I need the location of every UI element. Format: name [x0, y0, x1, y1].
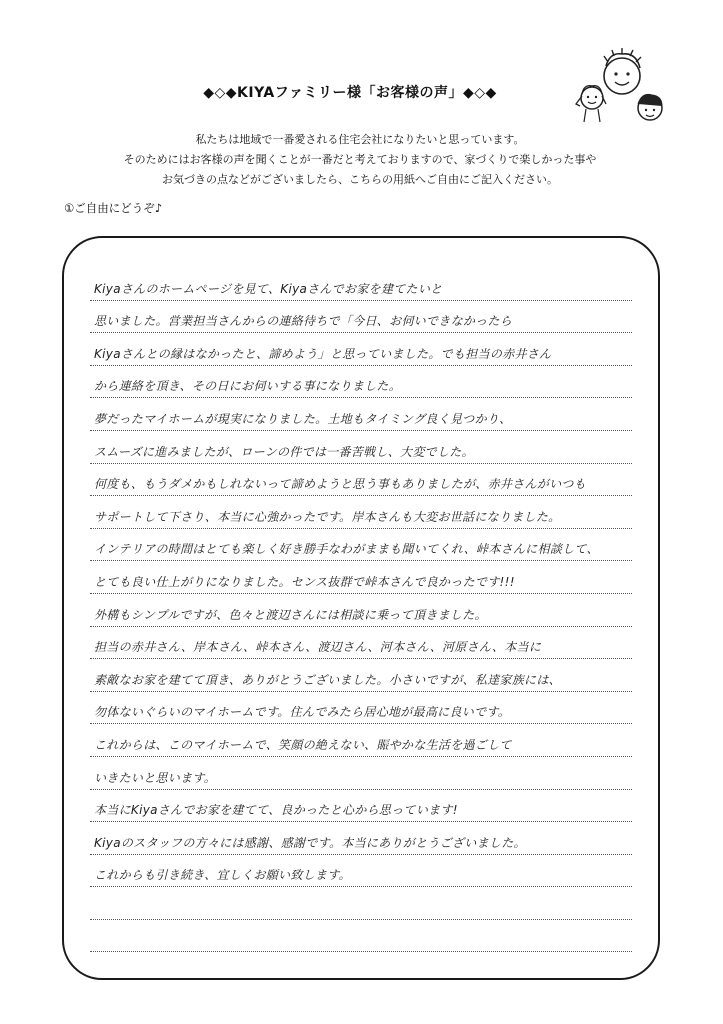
ruled-line: [90, 301, 632, 334]
ruled-line: [90, 920, 632, 953]
ruled-line: [90, 887, 632, 920]
ruled-line: [90, 431, 632, 464]
handwritten-line: いきたいと思います。: [94, 770, 217, 785]
ruled-line: [90, 333, 632, 366]
form-title: ◆◇◆KIYAファミリー様「お客様の声」◆◇◆: [203, 85, 497, 101]
handwritten-line: 本当にKiyaさんでお家を建てて、良かったと心から思っています!: [94, 803, 458, 818]
handwritten-line: から連絡を頂き、その日にお伺いする事になりました。: [94, 379, 402, 394]
handwritten-line: インテリアの時間はとても楽しく好き勝手なわがままも聞いてくれ、峠本さんに相談して、: [94, 542, 599, 557]
handwritten-line: 素敵なお家を建てて頂き、ありがとうございました。小さいですが、私達家族には、: [94, 672, 561, 687]
ruled-line: [90, 529, 632, 562]
ruled-line: [90, 692, 632, 725]
ruled-line: [90, 724, 632, 757]
ruled-line: [90, 561, 632, 594]
intro-text: [80, 130, 640, 190]
ruled-line: [90, 496, 632, 529]
handwritten-line: 思いました。営業担当さんからの連絡待ちで「今日、お伺いできなかったら: [94, 314, 513, 329]
handwritten-line: 何度も、もうダメかもしれないって諦めようと思う事もありましたが、赤井さんがいつも: [94, 477, 587, 492]
ruled-line: [90, 594, 632, 627]
ruled-line: [90, 627, 632, 660]
handwritten-line: サポートして下さり、本当に心強かったです。岸本さんも大変お世話になりました。: [94, 509, 561, 524]
ruled-line: [90, 268, 632, 301]
ruled-line: [90, 659, 632, 692]
handwritten-line: これからは、このマイホームで、笑顔の絶えない、賑やかな生活を過ごして: [94, 737, 512, 752]
handwritten-line: 勿体ないぐらいのマイホームです。住んでみたら居心地が最高に良いです。: [94, 705, 511, 720]
ruled-line: [90, 757, 632, 790]
ruled-line: [90, 822, 632, 855]
handwritten-line: スムーズに進みましたが、ローンの件では一番苦戦し、大変でした。: [94, 444, 474, 459]
handwritten-line: とても良い仕上がりになりました。センス抜群で峠本さんで良かったです!!!: [94, 574, 515, 589]
handwritten-line: Kiyaさんとの縁はなかったと、諦めよう」と思っていました。でも担当の赤井さん: [94, 346, 552, 361]
handwritten-line: 外構もシンプルですが、色々と渡辺さんには相談に乗って頂きました。: [94, 607, 487, 622]
ruled-line: [90, 464, 632, 497]
handwritten-line: これからも引き続き、宜しくお願い致します。: [94, 868, 351, 883]
handwritten-comment-area: [90, 268, 632, 952]
ruled-line: [90, 398, 632, 431]
handwritten-line: Kiyaさんのホームページを見て、Kiyaさんでお家を建てたいと: [94, 281, 443, 296]
ruled-line: [90, 855, 632, 888]
handwritten-line: 担当の赤井さん、岸本さん、峠本さん、渡辺さん、河本さん、河原さん、本当に: [94, 640, 542, 655]
intro-line-2: そのためにはお客様の声を聞くことが一番だと考えておりますので、家づくりで楽しかった事や: [123, 153, 597, 166]
intro-line-3: お気づきの点などがございましたら、こちらの用紙へご自由にご記入ください。: [162, 173, 558, 186]
ruled-line: [90, 366, 632, 399]
handwritten-line: 夢だったマイホームが現実になりました。土地もタイミング良く見つかり、: [94, 411, 512, 426]
section-label: ①ご自由にどうぞ♪: [64, 201, 163, 215]
family-mascot-illustration: [570, 40, 670, 130]
ruled-line: [90, 790, 632, 823]
handwritten-line: Kiyaのスタッフの方々には感謝、感謝です。本当にありがとうございました。: [94, 835, 526, 850]
intro-line-1: 私たちは地域で一番愛される住宅会社になりたいと思っています。: [195, 133, 525, 146]
